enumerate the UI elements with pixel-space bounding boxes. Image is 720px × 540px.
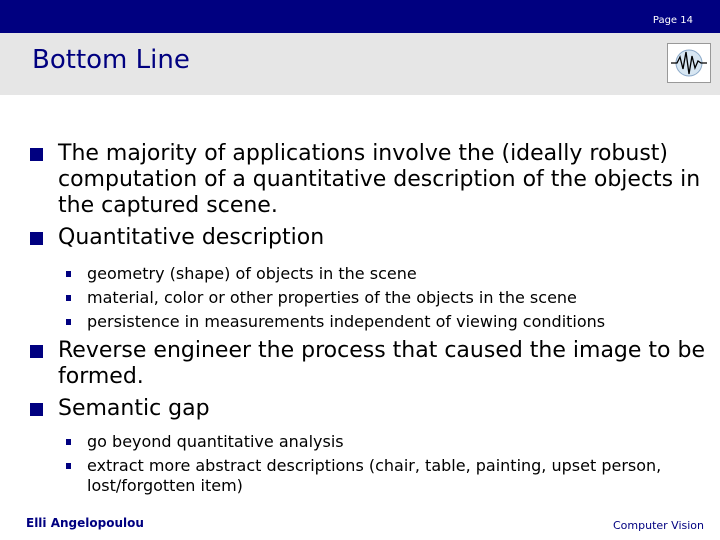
bullet-text: Quantitative description bbox=[58, 225, 325, 250]
bullet-text: Reverse engineer the process that caused the image to be formed. bbox=[58, 338, 706, 389]
bullet-item bbox=[30, 225, 710, 332]
slide-title: Bottom Line bbox=[32, 45, 190, 75]
footer-author: Elli Angelopoulou bbox=[26, 516, 144, 530]
sub-bullet-text: persistence in measurements independent of viewing conditions bbox=[87, 312, 606, 331]
sub-bullet-list bbox=[30, 264, 710, 332]
square-bullet-icon bbox=[66, 463, 71, 469]
title-bar bbox=[0, 33, 720, 95]
square-bullet-icon bbox=[66, 295, 71, 301]
sub-bullet-list bbox=[30, 432, 710, 496]
bullet-text: Semantic gap bbox=[58, 396, 210, 421]
page-number: Page 14 bbox=[652, 15, 693, 26]
sub-bullet-text: go beyond quantitative analysis bbox=[87, 432, 344, 451]
footer-course: Computer Vision bbox=[612, 519, 704, 532]
bullet-item bbox=[30, 141, 710, 219]
square-bullet-icon bbox=[66, 271, 71, 277]
bullet-list bbox=[30, 141, 710, 496]
sub-bullet-text: extract more abstract descriptions (chair, table, painting, upset person, lost/forgotten item) bbox=[87, 456, 662, 495]
waveform-logo-icon bbox=[667, 43, 711, 83]
bullet-text: The majority of applications involve the (ideally robust) computation of a quantitative description of the objects in the captured scene. bbox=[58, 141, 701, 218]
bullet-item bbox=[30, 396, 710, 496]
square-bullet-icon bbox=[66, 439, 71, 445]
square-bullet-icon bbox=[30, 232, 43, 245]
top-bar bbox=[0, 0, 720, 33]
square-bullet-icon bbox=[30, 403, 43, 416]
bullet-item bbox=[30, 338, 710, 390]
sub-bullet-text: geometry (shape) of objects in the scene bbox=[87, 264, 417, 283]
square-bullet-icon bbox=[66, 319, 71, 325]
sub-bullet-text: material, color or other properties of the objects in the scene bbox=[87, 288, 577, 307]
square-bullet-icon bbox=[30, 148, 43, 161]
square-bullet-icon bbox=[30, 345, 43, 358]
